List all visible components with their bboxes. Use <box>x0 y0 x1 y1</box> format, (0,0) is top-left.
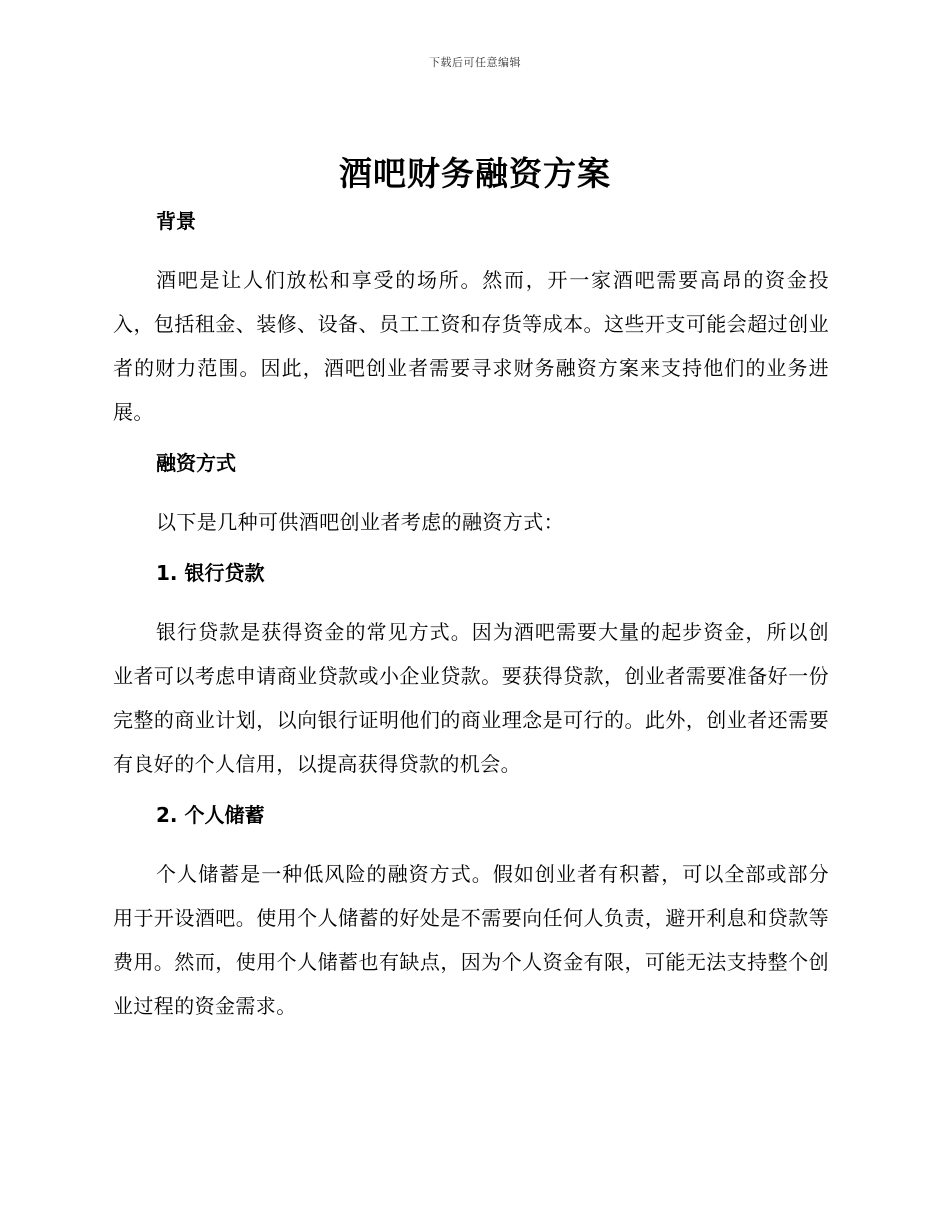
section-heading-financing-methods: 融资方式 <box>156 451 236 475</box>
header-note: 下载后可任意编辑 <box>429 56 521 69</box>
page-title: 酒吧财务融资方案 <box>339 154 611 193</box>
section-heading-bank-loan: 1. 银行贷款 <box>156 561 265 585</box>
paragraph-bank-loan: 银行贷款是获得资金的常见方式。因为酒吧需要大量的起步资金，所以创业者可以考虑申请商业贷款或小企业贷款。要获得贷款，创业者需要准备好一份完整的商业计划，以向银行证明他们的商业理念是可行的。此外，创业者还需要有良好的个人信用，以提高获得贷款的机会。 <box>113 620 829 776</box>
paragraph-personal-savings: 个人储蓄是一种低风险的融资方式。假如创业者有积蓄，可以全部或部分用于开设酒吧。使用个人储蓄的好处是不需要向任何人负责，避开利息和贷款等费用。然而，使用个人储蓄也有缺点，因为个人资金有限，可能无法支持整个创业过程的资金需求。 <box>113 862 829 1018</box>
paragraph-background: 酒吧是让人们放松和享受的场所。然而，开一家酒吧需要高昂的资金投入，包括租金、装修、设备、员工工资和存货等成本。这些开支可能会超过创业者的财力范围。因此，酒吧创业者需要寻求财务融资方案来支持他们的业务进展。 <box>113 268 829 424</box>
section-heading-background: 背景 <box>156 209 196 233</box>
document-body <box>113 204 829 1028</box>
paragraph-financing-intro: 以下是几种可供酒吧创业者考虑的融资方式： <box>156 510 564 534</box>
section-heading-personal-savings: 2. 个人储蓄 <box>156 803 265 827</box>
